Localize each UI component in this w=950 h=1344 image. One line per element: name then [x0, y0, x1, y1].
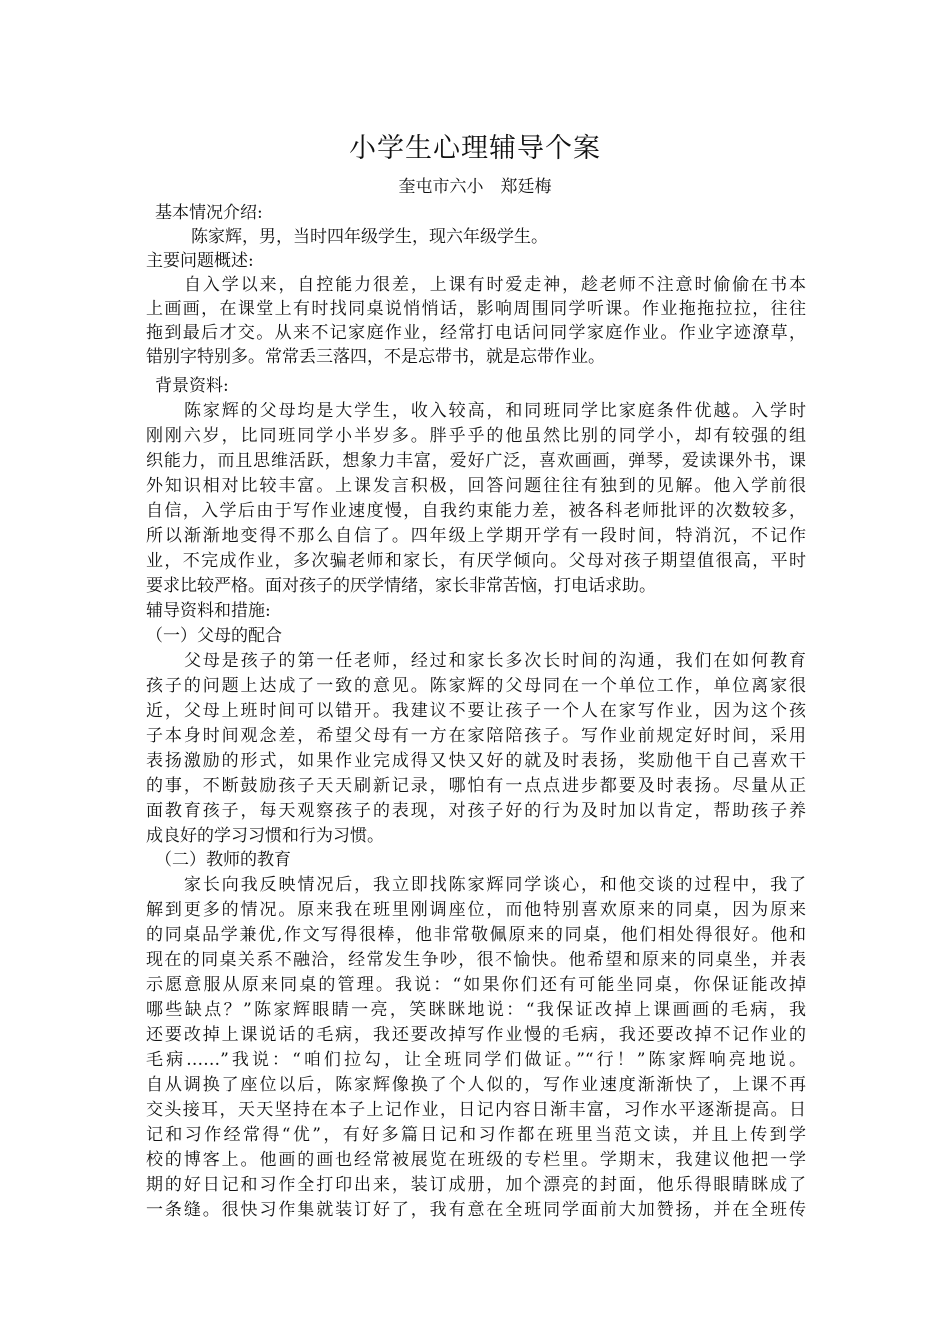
paragraph-line: 自从调换了座位以后，陈家辉像换了个人似的，写作业速度渐渐快了，上课不再	[146, 1075, 806, 1095]
paragraph-line: 陈家辉的父母均是大学生，收入较高，和同班同学比家庭条件优越。入学时	[184, 401, 806, 421]
paragraph-line: 期的好日记和习作全打印出来，装订成册，加个漂亮的封面，他乐得眼睛眯成了	[146, 1175, 806, 1195]
subsection-heading-teacher: （二）教师的教育	[155, 850, 291, 870]
paragraph-line: 织能力，而且思维活跃，想象力丰富，爱好广泛，喜欢画画，弹琴，爱读课外书，课	[146, 451, 806, 471]
paragraph-line: 要求比较严格。面对孩子的厌学情绪，家长非常苦恼，打电话求助。	[146, 576, 656, 596]
paragraph-line: 校的博客上。他画的画也经常被展览在班级的专栏里。学期末，我建议他把一学	[146, 1150, 806, 1170]
paragraph-line: 近，父母上班时间可以错开。我建议不要让孩子一个人在家写作业，因为这个孩	[146, 701, 806, 721]
paragraph-line: 业，不完成作业，多次骗老师和家长，有厌学倾向。父母对孩子期望值很高，平时	[146, 551, 806, 571]
paragraph-line: 刚刚六岁，比同班同学小半岁多。胖乎乎的他虽然比别的同学小，却有较强的组	[146, 426, 806, 446]
paragraph-line: 毛病……”我说：“咱们拉勾，让全班同学们做证。”“行！”陈家辉响亮地说。	[146, 1050, 806, 1070]
paragraph-line: 一条缝。很快习作集就装订好了，我有意在全班同学面前大加赞扬，并在全班传	[146, 1200, 806, 1220]
subsection-heading-parents: （一）父母的配合	[146, 626, 282, 646]
paragraph-line: 记和习作经常得“优”，有好多篇日记和习作都在班里当范文读，并且上传到学	[146, 1125, 806, 1145]
paragraph-line: 拖到最后才交。从来不记家庭作业，经常打电话问同学家庭作业。作业字迹潦草，	[146, 323, 806, 343]
section-heading-measures: 辅导资料和措施:	[146, 601, 271, 621]
paragraph-line: 的同桌品学兼优,作文写得很棒，他非常敬佩原来的同桌，他们相处得很好。他和	[146, 925, 806, 945]
section-heading-main-problem: 主要问题概述:	[146, 251, 254, 271]
paragraph-line: 还要改掉上课说话的毛病，我还要改掉写作业慢的毛病，我还要改掉不记作业的	[146, 1025, 806, 1045]
paragraph-line: 所以渐渐地变得不那么自信了。四年级上学期开学有一段时间，特消沉，不记作	[146, 526, 806, 546]
document-title: 小学生心理辅导个案	[349, 133, 601, 164]
paragraph-line: 外知识相对比较丰富。上课发言积极，回答问题往往有独到的见解。他入学前很	[146, 476, 806, 496]
paragraph-line: 哪些缺点？”陈家辉眼睛一亮，笑眯眯地说：“我保证改掉上课画画的毛病，我	[146, 1000, 806, 1020]
paragraph-line: 自信，入学后由于写作业速度慢，自我约束能力差，被各科老师批评的次数较多，	[146, 501, 806, 521]
paragraph-line: 上画画，在课堂上有时找同桌说悄悄话，影响周围同学听课。作业拖拖拉拉，往往	[146, 299, 806, 319]
paragraph-line: 父母是孩子的第一任老师，经过和家长多次长时间的沟通，我们在如何教育	[184, 651, 806, 671]
paragraph-line: 子本身时间观念差，希望父母有一方在家陪陪孩子。写作业前规定好时间，采用	[146, 726, 806, 746]
paragraph-line: 家长向我反映情况后，我立即找陈家辉同学谈心，和他交谈的过程中，我了	[184, 875, 806, 895]
section-heading-basic-info: 基本情况介绍:	[155, 203, 263, 223]
paragraph-line: 面教育孩子，每天观察孩子的表现，对孩子好的行为及时加以肯定，帮助孩子养	[146, 801, 806, 821]
paragraph-line: 孩子的问题上达成了一致的意见。陈家辉的父母同在一个单位工作，单位离家很	[146, 676, 806, 696]
paragraph-line: 错别字特别多。常常丢三落四，不是忘带书，就是忘带作业。	[146, 347, 605, 367]
section-heading-background: 背景资料:	[155, 376, 229, 396]
paragraph-line: 陈家辉，男，当时四年级学生，现六年级学生。	[191, 227, 548, 247]
document-author: 奎屯市六小 郑廷梅	[398, 177, 552, 197]
paragraph-line: 的事，不断鼓励孩子天天刷新记录，哪怕有一点点进步都要及时表扬。尽量从正	[146, 776, 806, 796]
paragraph-line: 现在的同桌关系不融洽，经常发生争吵，很不愉快。他希望和原来的同桌坐，并表	[146, 950, 806, 970]
paragraph-line: 示愿意服从原来同桌的管理。我说：“如果你们还有可能坐同桌，你保证能改掉	[146, 975, 806, 995]
paragraph-line: 交头接耳，天天坚持在本子上记作业，日记内容日渐丰富，习作水平逐渐提高。日	[146, 1100, 806, 1120]
paragraph-line: 表扬激励的形式，如果作业完成得又快又好的就及时表扬，奖励他干自己喜欢干	[146, 751, 806, 771]
paragraph-line: 自入学以来，自控能力很差，上课有时爱走神，趁老师不注意时偷偷在书本	[184, 275, 806, 295]
paragraph-line: 解到更多的情况。原来我在班里刚调座位，而他特别喜欢原来的同桌，因为原来	[146, 900, 806, 920]
paragraph-line: 成良好的学习习惯和行为习惯。	[146, 826, 384, 846]
